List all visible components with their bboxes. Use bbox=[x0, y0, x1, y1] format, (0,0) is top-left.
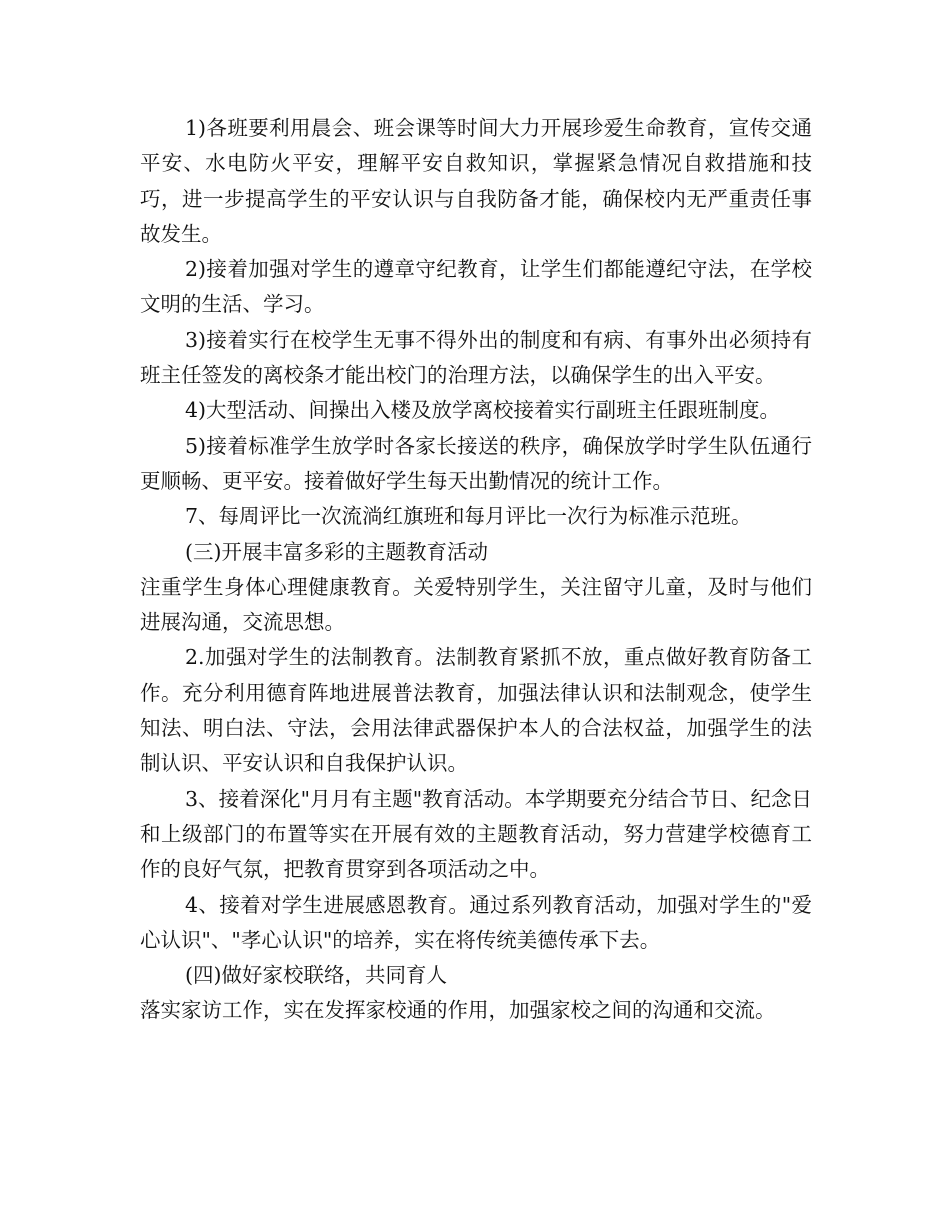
paragraph-escort-system: 4)大型活动、间操出入楼及放学离校接着实行副班主任跟班制度。 bbox=[185, 398, 781, 423]
section-heading-theme-activities: (三)开展丰富多彩的主题教育活动 bbox=[185, 539, 488, 564]
paragraph-home-visits: 落实家访工作，实在发挥家校通的作用，加强家校之间的沟通和交流。 bbox=[140, 998, 776, 1023]
paragraph-discipline-education: 2)接着加强对学生的遵章守纪教育，让学生们都能遵纪守法，在学校文明的生活、学习。 bbox=[140, 257, 812, 317]
paragraph-gratitude-education: 4、接着对学生进展感恩教育。通过系列教育活动，加强对学生的"爱心认识"、"孝心认识"的培养，实在将传统美德传承下去。 bbox=[140, 892, 812, 952]
paragraph-weekly-evaluation: 7、每周评比一次流淌红旗班和每月评比一次行为标准示范班。 bbox=[185, 504, 752, 529]
paragraph-leave-policy: 3)接着实行在校学生无事不得外出的制度和有病、有事外出必须持有班主任签发的离校条才能出校门的治理方法，以确保学生的出入平安。 bbox=[140, 327, 812, 388]
paragraph-legal-education: 2.加强对学生的法制教育。法制教育紧抓不放，重点做好教育防备工作。充分利用德育阵地进展普法教育，加强法律认识和法制观念，使学生知法、明白法、守法，会用法律武器保护本人的合法权益，加强学生的法制认识、平安认识和自我保护认识。 bbox=[140, 645, 812, 776]
paragraph-pickup-order: 5)接着标准学生放学时各家长接送的秩序，确保放学时学生队伍通行更顺畅、更平安。接着做好学生每天出勤情况的统计工作。 bbox=[140, 433, 812, 493]
paragraph-mental-health: 注重学生身体心理健康教育。关爱特别学生，关注留守儿童，及时与他们进展沟通，交流思想。 bbox=[140, 574, 812, 635]
section-heading-home-school: (四)做好家校联络，共同育人 bbox=[185, 963, 447, 988]
body-text bbox=[140, 111, 812, 1029]
paragraph-monthly-theme: 3、接着深化"月月有主题"教育活动。本学期要充分结合节日、纪念日和上级部门的布置等实在开展有效的主题教育活动，努力营建学校德育工作的良好气氛，把教育贯穿到各项活动之中。 bbox=[140, 786, 812, 882]
paragraph-safety-education: 1)各班要利用晨会、班会课等时间大力开展珍爱生命教育，宣传交通平安、水电防火平安，理解平安自救知识，掌握紧急情况自救措施和技巧，进一步提高学生的平安认识与自我防备才能，确保校内无严重责任事故发生。 bbox=[140, 116, 812, 246]
